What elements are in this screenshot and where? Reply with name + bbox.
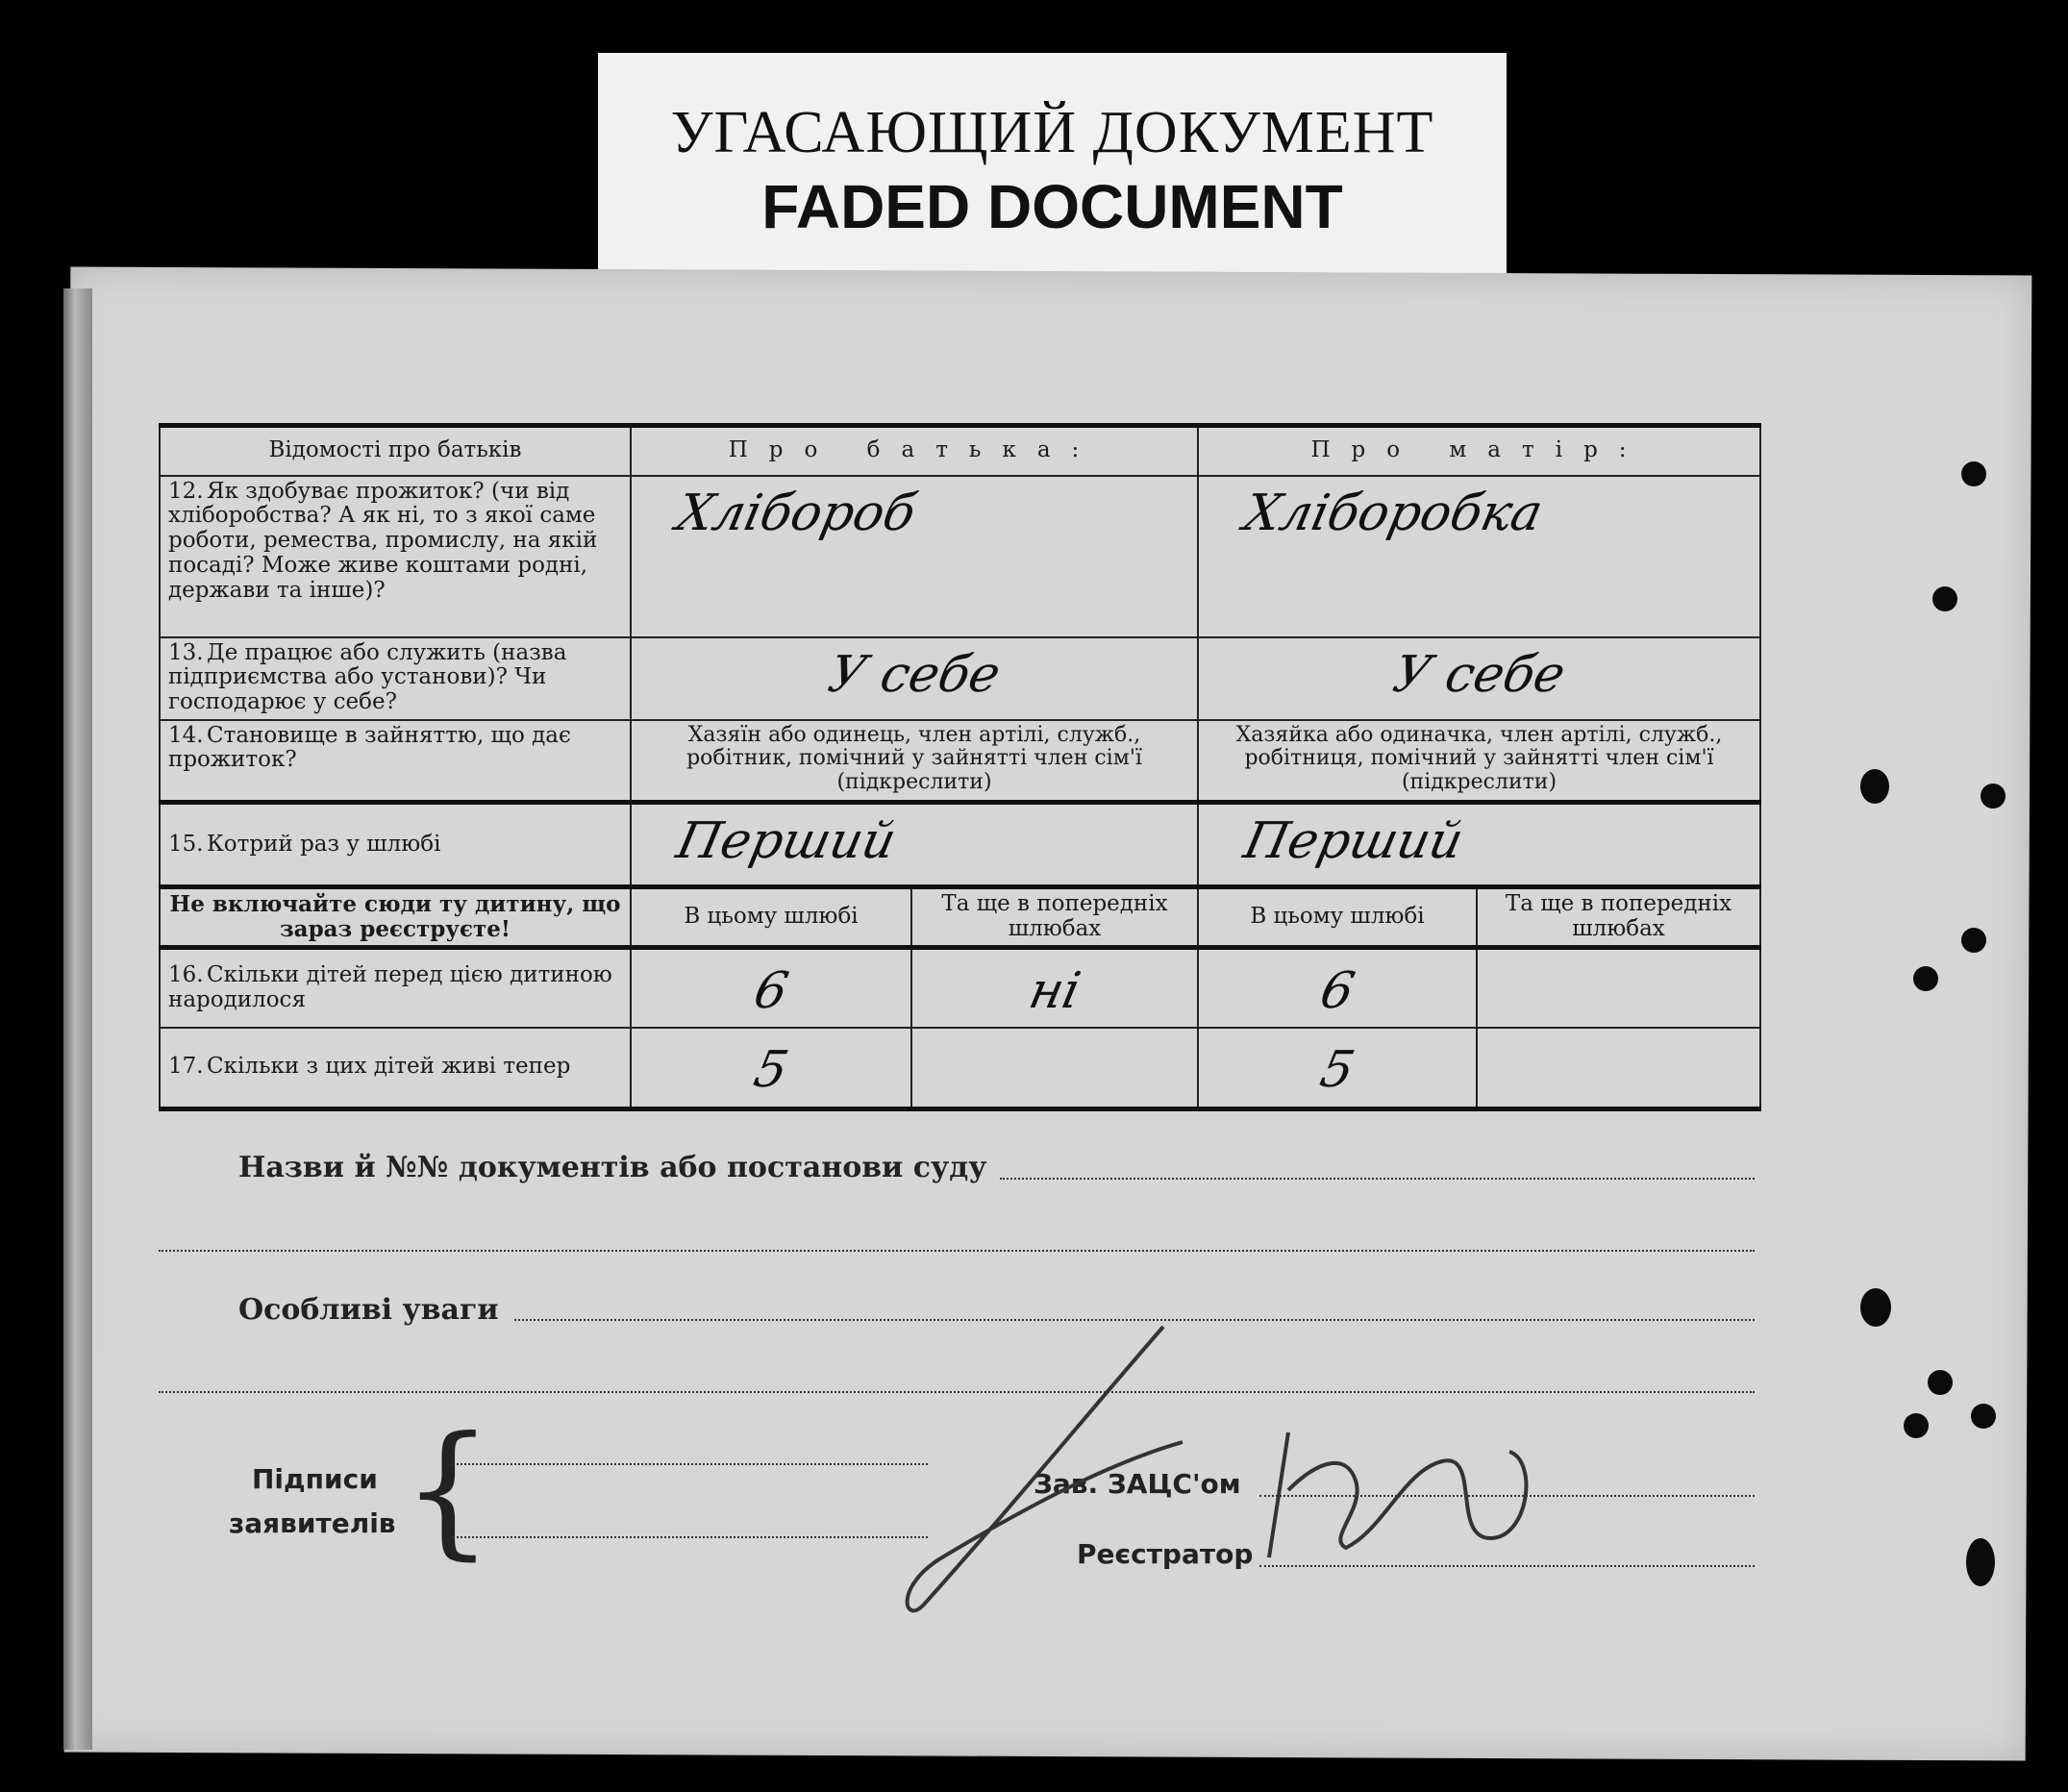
registrar-label: Реєстратор <box>1077 1538 1254 1570</box>
documents-field[interactable] <box>1000 1178 1755 1180</box>
punch-hole <box>1860 769 1889 804</box>
q12-question: 12. Як здобуває прожиток? (чи від хліборобства? А як ні, то з якої саме роботи, ремества, промислу, на якій посаді? Може живе коштами родні, держави та інше)? <box>160 476 631 637</box>
faded-document-label <box>598 53 1507 274</box>
children-header-row <box>160 887 1760 948</box>
parents-info-table <box>159 423 1761 1111</box>
head-zags-label: Зав. ЗАЦС'ом <box>1034 1468 1241 1500</box>
signatures-label-line2: заявителів <box>229 1507 396 1539</box>
q17-father-prev[interactable] <box>911 1028 1198 1108</box>
q14-father-options[interactable]: Хазяїн або одинець, член артілі, служб., робітник, помічний у зайнятті член сім'ї (підкреслити) <box>631 720 1198 803</box>
q13-question: 13. Де працює або служить (назва підприємства або установи)? Чи господарює у себе? <box>160 637 631 720</box>
q13-mother-answer[interactable]: У себе <box>1198 637 1760 720</box>
remarks-label: Особливі уваги <box>238 1293 499 1327</box>
q12-father-answer[interactable]: Хлібороб <box>631 476 1198 637</box>
punch-hole <box>1966 1538 1995 1586</box>
documents-field-line-2[interactable] <box>159 1250 1755 1252</box>
q17-father-this[interactable]: 5 <box>631 1028 911 1108</box>
q13-father-answer[interactable]: У себе <box>631 637 1198 720</box>
handwritten-signatures <box>865 1317 1596 1634</box>
q17-mother-prev[interactable] <box>1477 1028 1760 1108</box>
punch-hole <box>1971 1404 1996 1429</box>
header-parents-info: Відомості про батьків <box>160 426 631 476</box>
q15-father-answer[interactable]: Перший <box>631 803 1198 887</box>
q17-mother-this[interactable]: 5 <box>1198 1028 1477 1108</box>
punch-hole <box>1860 1288 1891 1327</box>
q12-mother-answer[interactable]: Хліборобка <box>1198 476 1760 637</box>
q14-question: 14. Становище в зайняттю, що дає прожиток? <box>160 720 631 803</box>
father-this-marriage-header: В цьому шлюбі <box>631 887 911 948</box>
q15-mother-answer[interactable]: Перший <box>1198 803 1760 887</box>
row-q16 <box>160 947 1760 1028</box>
punch-hole <box>1932 586 1957 611</box>
q16-father-this[interactable]: 6 <box>631 947 911 1028</box>
label-line-english: FADED DOCUMENT <box>761 172 1343 241</box>
binding-edge <box>63 288 92 1750</box>
q16-father-prev[interactable]: ні <box>911 947 1198 1028</box>
header-mother: Про матір: <box>1198 426 1760 476</box>
row-q12 <box>160 476 1760 637</box>
mother-prev-marriages-header: Та ще в попередніх шлюбах <box>1477 887 1760 948</box>
father-prev-marriages-header: Та ще в попередніх шлюбах <box>911 887 1198 948</box>
label-line-russian: УГАСАЮЩИЙ ДОКУМЕНТ <box>670 100 1434 165</box>
punch-hole <box>1904 1413 1929 1438</box>
punch-hole <box>1981 784 2006 809</box>
punch-hole <box>1961 928 1986 953</box>
row-q15 <box>160 803 1760 887</box>
signatures-brace: { <box>402 1406 494 1574</box>
punch-hole <box>1961 461 1986 486</box>
documents-label: Назви й №№ документів або постанови суду <box>238 1151 987 1184</box>
applicant-signature-line-1[interactable] <box>452 1463 928 1465</box>
header-father: Про батька: <box>631 426 1198 476</box>
punch-hole <box>1913 966 1938 991</box>
q15-question: 15. Котрий раз у шлюбі <box>160 803 631 887</box>
row-q13 <box>160 637 1760 720</box>
table-header-row <box>160 426 1760 476</box>
q16-question: 16. Скільки дітей перед цією дитиною народилося <box>160 947 631 1028</box>
signatures-label-line1: Підписи <box>252 1463 378 1495</box>
row-q14 <box>160 720 1760 803</box>
children-note: Не включайте сюди ту дитину, що зараз реєструєте! <box>160 887 631 948</box>
q17-question: 17. Скільки з цих дітей живі тепер <box>160 1028 631 1108</box>
row-q17 <box>160 1028 1760 1108</box>
q14-mother-options[interactable]: Хазяйка або одиначка, член артілі, служб., робітниця, помічний у зайнятті член сім'ї (підкреслити) <box>1198 720 1760 803</box>
q16-mother-this[interactable]: 6 <box>1198 947 1477 1028</box>
q16-mother-prev[interactable] <box>1477 947 1760 1028</box>
mother-this-marriage-header: В цьому шлюбі <box>1198 887 1477 948</box>
applicant-signature-line-2[interactable] <box>452 1536 928 1538</box>
punch-hole <box>1928 1370 1953 1395</box>
